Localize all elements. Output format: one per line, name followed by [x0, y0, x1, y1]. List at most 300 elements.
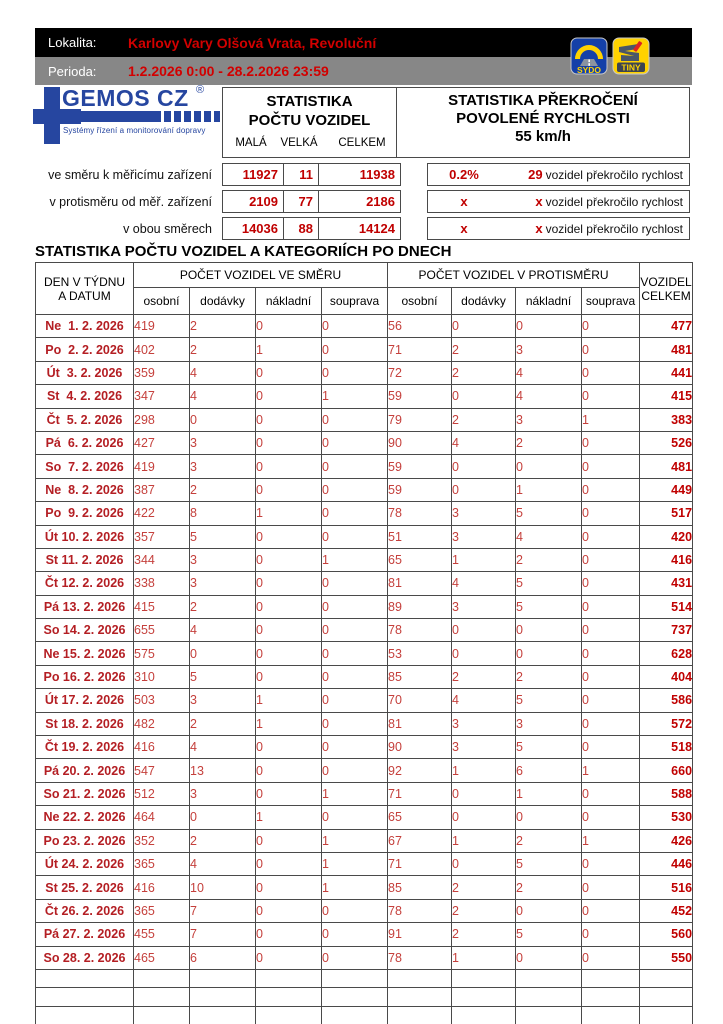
count-cell: 2 [516, 665, 582, 688]
day-date-cell: Po 2. 2. 2026 [36, 338, 134, 361]
count-cell: 547 [134, 759, 190, 782]
direction-label-opposite: v protisměru od měř. zařízení [49, 194, 212, 209]
empty-cell [36, 969, 134, 988]
count-cell: 67 [388, 829, 452, 852]
speed-text [500, 194, 689, 209]
count-celkem: 2186 [366, 194, 395, 209]
count-cell: 0 [256, 478, 322, 501]
count-cell: 1 [516, 478, 582, 501]
empty-cell [134, 969, 190, 988]
count-cell: 5 [516, 852, 582, 875]
total-cell: 572 [640, 712, 693, 735]
count-cell: 13 [190, 759, 256, 782]
day-date-cell: Pá 27. 2. 2026 [36, 923, 134, 946]
empty-cell [190, 1006, 256, 1024]
header-row-subcols [36, 288, 693, 315]
count-cell: 347 [134, 385, 190, 408]
count-cell: 2 [190, 478, 256, 501]
count-cell: 0 [582, 361, 640, 384]
count-cell: 0 [322, 642, 388, 665]
count-cell: 2 [452, 408, 516, 431]
count-cell: 1 [322, 876, 388, 899]
count-cell: 89 [388, 595, 452, 618]
count-cell: 0 [256, 736, 322, 759]
count-cell: 0 [582, 502, 640, 525]
day-date-cell: Út 24. 2. 2026 [36, 852, 134, 875]
count-cell: 0 [582, 572, 640, 595]
count-cell: 0 [256, 315, 322, 338]
count-cell: 0 [582, 478, 640, 501]
count-cell: 8 [190, 502, 256, 525]
day-date-cell: St 25. 2. 2026 [36, 876, 134, 899]
table-row [36, 852, 693, 875]
count-cell: 0 [256, 572, 322, 595]
total-cell: 383 [640, 408, 693, 431]
count-cell: 419 [134, 315, 190, 338]
speed-title-line2: POVOLENÉ RYCHLOSTI [456, 110, 630, 127]
count-row-towards [222, 163, 401, 186]
count-cell: 0 [582, 782, 640, 805]
table-row [36, 829, 693, 852]
count-cell: 90 [388, 736, 452, 759]
count-cell: 0 [452, 642, 516, 665]
count-cell: 0 [582, 946, 640, 969]
subcol-souprava-opp: souprava [582, 288, 640, 315]
count-cell: 0 [452, 852, 516, 875]
count-cell: 0 [452, 782, 516, 805]
count-cell: 387 [134, 478, 190, 501]
speed-count: x [535, 194, 543, 209]
count-cell: 72 [388, 361, 452, 384]
count-cell: 3 [190, 548, 256, 571]
table-row [36, 431, 693, 454]
count-cell: 3 [190, 455, 256, 478]
empty-cell [134, 988, 190, 1007]
day-date-cell: So 14. 2. 2026 [36, 619, 134, 642]
count-cell: 0 [516, 619, 582, 642]
count-cell: 0 [452, 806, 516, 829]
count-cell: 416 [134, 876, 190, 899]
count-cell: 2 [452, 361, 516, 384]
count-cell: 0 [452, 315, 516, 338]
empty-cell [190, 988, 256, 1007]
table-row [36, 361, 693, 384]
count-cell: 0 [516, 946, 582, 969]
count-cell: 4 [516, 361, 582, 384]
table-row [36, 946, 693, 969]
day-date-cell: Po 16. 2. 2026 [36, 665, 134, 688]
count-cell: 1 [322, 829, 388, 852]
empty-cell [256, 969, 322, 988]
lokalita-label: Lokalita: [48, 35, 97, 50]
total-cell: 426 [640, 829, 693, 852]
count-cell: 2 [516, 829, 582, 852]
count-mala: 14036 [223, 218, 284, 239]
subcol-osobni-opp: osobní [388, 288, 452, 315]
count-cell: 0 [322, 946, 388, 969]
day-date-cell: Ne 8. 2. 2026 [36, 478, 134, 501]
empty-cell [582, 988, 640, 1007]
total-cell: 481 [640, 455, 693, 478]
col-group-opposite: POČET VOZIDEL V PROTISMĚRU [388, 263, 640, 288]
empty-cell [322, 969, 388, 988]
day-date-cell: So 28. 2. 2026 [36, 946, 134, 969]
table-row [36, 338, 693, 361]
count-cell: 0 [322, 525, 388, 548]
count-cell: 0 [582, 455, 640, 478]
count-cell: 427 [134, 431, 190, 454]
table-row [36, 315, 693, 338]
subcol-nakladni-opp: nákladní [516, 288, 582, 315]
count-cell: 3 [190, 782, 256, 805]
count-cell: 0 [516, 806, 582, 829]
total-cell: 517 [640, 502, 693, 525]
speed-stats-header [397, 88, 689, 157]
tiny-logo-text: TINY [621, 62, 641, 73]
count-cell: 79 [388, 408, 452, 431]
count-cell: 0 [322, 408, 388, 431]
count-cell: 1 [322, 852, 388, 875]
gemos-tagline: Systémy řízení a monitorování dopravy [63, 126, 206, 135]
speed-limit-value: 55 km/h [515, 128, 571, 145]
count-cell: 415 [134, 595, 190, 618]
count-cell: 0 [190, 408, 256, 431]
day-date-cell: Ne 1. 2. 2026 [36, 315, 134, 338]
count-cell: 402 [134, 338, 190, 361]
count-cell: 1 [256, 338, 322, 361]
count-cell: 2 [452, 923, 516, 946]
table-row [36, 478, 693, 501]
count-cell: 0 [582, 736, 640, 759]
count-cell: 0 [322, 502, 388, 525]
day-date-cell: Po 23. 2. 2026 [36, 829, 134, 852]
total-cell: 431 [640, 572, 693, 595]
count-cell: 81 [388, 572, 452, 595]
count-cell: 3 [190, 572, 256, 595]
count-cell: 5 [516, 572, 582, 595]
day-date-cell: Út 3. 2. 2026 [36, 361, 134, 384]
table-row [36, 923, 693, 946]
table-row [36, 736, 693, 759]
total-cell: 530 [640, 806, 693, 829]
day-date-cell: St 4. 2. 2026 [36, 385, 134, 408]
total-cell: 420 [640, 525, 693, 548]
count-cell: 0 [322, 315, 388, 338]
count-cell: 0 [582, 642, 640, 665]
count-cell: 575 [134, 642, 190, 665]
count-cell: 512 [134, 782, 190, 805]
count-cell: 4 [190, 619, 256, 642]
gemos-logo-text: GEMOS CZ [62, 85, 189, 111]
day-date-cell: Čt 26. 2. 2026 [36, 899, 134, 922]
table-row [36, 385, 693, 408]
daily-table-body [36, 315, 693, 1024]
count-cell: 3 [190, 689, 256, 712]
count-cell: 59 [388, 385, 452, 408]
empty-cell [516, 1006, 582, 1024]
count-cell: 0 [582, 431, 640, 454]
empty-cell [388, 1006, 452, 1024]
perioda-value: 1.2.2026 0:00 - 28.2.2026 23:59 [128, 63, 329, 79]
count-cell: 2 [190, 595, 256, 618]
count-cell: 0 [582, 665, 640, 688]
count-cell: 51 [388, 525, 452, 548]
count-cell: 3 [190, 431, 256, 454]
gemos-underline-solid [62, 111, 154, 122]
count-cell: 3 [516, 338, 582, 361]
speed-text [500, 167, 689, 182]
count-cell: 465 [134, 946, 190, 969]
empty-cell [36, 1006, 134, 1024]
count-cell: 1 [322, 385, 388, 408]
empty-cell [388, 988, 452, 1007]
count-cell: 298 [134, 408, 190, 431]
subcol-souprava-dir: souprava [322, 288, 388, 315]
total-cell: 449 [640, 478, 693, 501]
count-cell: 81 [388, 712, 452, 735]
count-cell: 0 [256, 852, 322, 875]
table-row [36, 502, 693, 525]
count-cell: 5 [190, 665, 256, 688]
empty-cell [388, 969, 452, 988]
speed-percent: 0.2% [449, 167, 479, 182]
total-cell: 514 [640, 595, 693, 618]
count-cell: 56 [388, 315, 452, 338]
gemos-underline-dashed [154, 111, 220, 122]
subcol-dodavky-dir: dodávky [190, 288, 256, 315]
count-cell: 0 [322, 759, 388, 782]
table-row [36, 548, 693, 571]
count-cell: 0 [582, 595, 640, 618]
count-cell: 7 [190, 899, 256, 922]
count-cell: 0 [322, 361, 388, 384]
count-cell: 0 [256, 431, 322, 454]
count-cell: 10 [190, 876, 256, 899]
count-cell: 1 [256, 806, 322, 829]
empty-cell [516, 988, 582, 1007]
header-row-groups [36, 263, 693, 288]
table-row [36, 712, 693, 735]
total-cell: 550 [640, 946, 693, 969]
count-cell: 0 [452, 385, 516, 408]
total-cell: 628 [640, 642, 693, 665]
day-date-cell: So 7. 2. 2026 [36, 455, 134, 478]
count-cell: 0 [322, 899, 388, 922]
speed-title-line1: STATISTIKA PŘEKROČENÍ [448, 92, 638, 109]
count-cell: 2 [516, 431, 582, 454]
total-cell: 452 [640, 899, 693, 922]
count-cell: 422 [134, 502, 190, 525]
count-cell: 3 [516, 408, 582, 431]
subcol-osobni-dir: osobní [134, 288, 190, 315]
count-cell: 0 [322, 619, 388, 642]
registered-mark: ® [196, 84, 205, 96]
count-cell: 1 [452, 946, 516, 969]
count-cell: 310 [134, 665, 190, 688]
count-cell: 1 [516, 782, 582, 805]
empty-cell [190, 969, 256, 988]
total-cell: 660 [640, 759, 693, 782]
table-row [36, 525, 693, 548]
table-row [36, 572, 693, 595]
count-cell: 0 [516, 899, 582, 922]
count-cell: 3 [452, 595, 516, 618]
count-cell: 0 [256, 876, 322, 899]
count-cell: 0 [256, 899, 322, 922]
total-cell: 441 [640, 361, 693, 384]
count-cell: 4 [190, 736, 256, 759]
count-cell: 416 [134, 736, 190, 759]
count-cell: 92 [388, 759, 452, 782]
empty-table-row [36, 1006, 693, 1024]
total-cell: 560 [640, 923, 693, 946]
count-cell: 365 [134, 899, 190, 922]
count-title-line1: STATISTIKA [266, 93, 353, 110]
col-header-day-date [36, 263, 134, 315]
count-cell: 0 [256, 525, 322, 548]
count-cell: 0 [582, 852, 640, 875]
count-cell: 5 [516, 923, 582, 946]
empty-cell [256, 1006, 322, 1024]
count-velka: 77 [284, 191, 319, 212]
count-cell: 78 [388, 619, 452, 642]
count-cell: 7 [190, 923, 256, 946]
summary-header-box [222, 87, 690, 158]
speed-row-towards [427, 163, 690, 186]
total-cell: 477 [640, 315, 693, 338]
count-cell: 0 [582, 806, 640, 829]
count-cell: 0 [256, 946, 322, 969]
count-cell: 419 [134, 455, 190, 478]
count-velka: 11 [284, 164, 319, 185]
count-cell: 3 [452, 525, 516, 548]
count-cell: 0 [322, 595, 388, 618]
count-cell: 0 [322, 665, 388, 688]
table-row [36, 782, 693, 805]
empty-cell [516, 969, 582, 988]
col-group-direction: POČET VOZIDEL VE SMĚRU [134, 263, 388, 288]
count-cell: 65 [388, 806, 452, 829]
count-cell: 0 [322, 736, 388, 759]
empty-cell [452, 988, 516, 1007]
count-cell: 6 [190, 946, 256, 969]
speed-suffix: vozidel překročilo rychlost [545, 195, 683, 209]
count-cell: 4 [516, 385, 582, 408]
count-cell: 0 [582, 385, 640, 408]
col-label-mala: MALÁ [235, 137, 267, 149]
empty-cell [640, 988, 693, 1007]
total-col-line1: VOZIDEL [640, 274, 692, 289]
count-cell: 85 [388, 665, 452, 688]
count-cell: 59 [388, 478, 452, 501]
count-cell: 78 [388, 899, 452, 922]
day-date-cell: St 18. 2. 2026 [36, 712, 134, 735]
count-cell: 0 [582, 338, 640, 361]
count-cell: 4 [516, 525, 582, 548]
count-cell: 4 [190, 385, 256, 408]
count-cell: 464 [134, 806, 190, 829]
total-cell: 481 [640, 338, 693, 361]
count-cell: 0 [322, 572, 388, 595]
total-cell: 526 [640, 431, 693, 454]
lokalita-value: Karlovy Vary Olšová Vrata, Revoluční [128, 34, 377, 51]
count-velka: 88 [284, 218, 319, 239]
total-cell: 737 [640, 619, 693, 642]
count-cell: 2 [516, 876, 582, 899]
count-cell: 78 [388, 946, 452, 969]
count-cell: 1 [582, 759, 640, 782]
perioda-label: Perioda: [48, 63, 97, 79]
count-cell: 1 [452, 548, 516, 571]
empty-cell [582, 969, 640, 988]
count-cell: 71 [388, 852, 452, 875]
direction-label-towards: ve směru k měřicímu zařízení [48, 167, 212, 182]
count-cell: 4 [190, 361, 256, 384]
count-cell: 0 [190, 806, 256, 829]
count-cell: 0 [322, 338, 388, 361]
count-cell: 2 [516, 548, 582, 571]
day-date-cell: Pá 20. 2. 2026 [36, 759, 134, 782]
total-cell: 404 [640, 665, 693, 688]
count-cell: 2 [452, 899, 516, 922]
count-cell: 0 [322, 478, 388, 501]
total-cell: 516 [640, 876, 693, 899]
table-row [36, 899, 693, 922]
count-cell: 5 [190, 525, 256, 548]
day-date-cell: Ne 22. 2. 2026 [36, 806, 134, 829]
count-cell: 0 [582, 689, 640, 712]
table-row [36, 665, 693, 688]
count-celkem: 11938 [359, 167, 395, 182]
empty-cell [256, 988, 322, 1007]
count-cell: 91 [388, 923, 452, 946]
table-row [36, 455, 693, 478]
total-cell: 415 [640, 385, 693, 408]
count-cell: 0 [452, 455, 516, 478]
count-cell: 5 [516, 689, 582, 712]
count-cell: 0 [256, 361, 322, 384]
count-cell: 1 [256, 689, 322, 712]
speed-percent: x [460, 221, 468, 236]
count-cell: 53 [388, 642, 452, 665]
gemos-logo [33, 85, 233, 145]
count-cell: 71 [388, 782, 452, 805]
speed-suffix: vozidel překročilo rychlost [545, 222, 683, 236]
count-cell: 338 [134, 572, 190, 595]
count-cell: 344 [134, 548, 190, 571]
count-cell: 482 [134, 712, 190, 735]
day-date-cell: Čt 12. 2. 2026 [36, 572, 134, 595]
count-cell: 5 [516, 736, 582, 759]
count-cell: 0 [516, 642, 582, 665]
speed-count: 29 [528, 167, 543, 182]
total-cell: 586 [640, 689, 693, 712]
day-col-line1: DEN V TÝDNU [43, 274, 126, 289]
count-cell: 0 [582, 899, 640, 922]
total-cell: 416 [640, 548, 693, 571]
daily-table-head [36, 263, 693, 315]
count-cell: 0 [256, 642, 322, 665]
empty-cell [640, 1006, 693, 1024]
table-row [36, 595, 693, 618]
count-cell: 0 [582, 712, 640, 735]
subcol-dodavky-opp: dodávky [452, 288, 516, 315]
speed-count: x [535, 221, 543, 236]
table-row [36, 876, 693, 899]
day-date-cell: Pá 13. 2. 2026 [36, 595, 134, 618]
count-cell: 359 [134, 361, 190, 384]
table-row [36, 759, 693, 782]
